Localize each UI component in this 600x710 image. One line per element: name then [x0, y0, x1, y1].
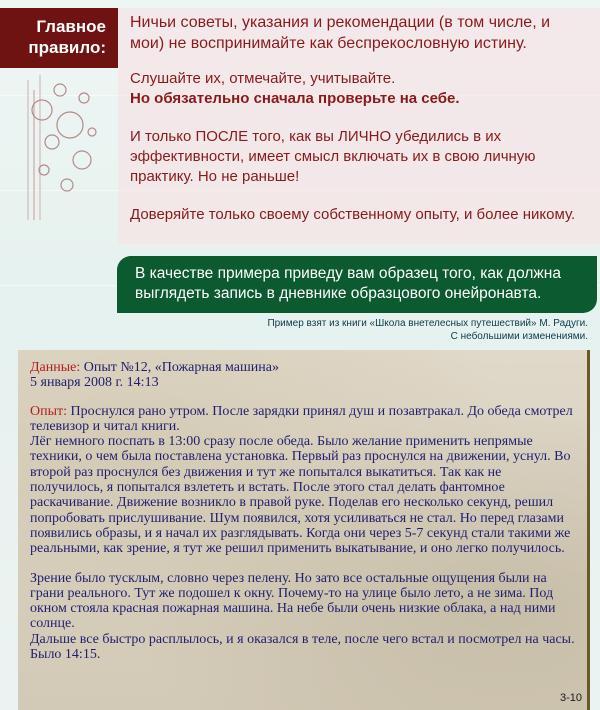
diary-experience-label: Опыт: — [30, 403, 68, 419]
diary-date: 5 января 2008 г. 14:13 — [30, 375, 159, 391]
source-note — [148, 317, 588, 343]
page-number: 3-10 — [559, 691, 582, 704]
source-note-line1: Пример взят из книги «Школа внетелесных путешествий» М. Радуги. — [267, 318, 588, 329]
rule-paragraph-2-line1: Слушайте их, отмечайте, учитывайте. — [130, 70, 396, 87]
rule-paragraph-2-line2: Но обязательно сначала проверьте на себе. — [130, 90, 460, 107]
diary-data-value: Опыт №12, «Пожарная машина» — [83, 360, 279, 375]
diary-data-label: Данные: — [30, 360, 81, 375]
diary-entry — [18, 350, 588, 710]
diary-paragraph-4: Дальше все быстро расплылось, и я оказался в теле, после чего встал и посмотрел на часы. Было 14:15. — [30, 631, 575, 663]
diary-paragraph-3: Зрение было тусклым, словно через пелену. Но зато все остальные ощущения были на грани реального. Тут же подошел к окну. Почему-то на улице было лето, а не зима. Под окном стояла красная пожарная машина. На небе были очень низкие облака, а над ними солнце. — [30, 570, 556, 632]
rule-label-line2: правило: — [28, 38, 106, 57]
example-text: В качестве примера приведу вам образец того, как должна выглядеть запись в дневнике образцового онейронавта. — [135, 265, 561, 302]
decorative-circles-icon — [22, 70, 112, 220]
paper-edge-divider — [587, 350, 590, 710]
rule-paragraph-3: И только ПОСЛЕ того, как вы ЛИЧНО убедились в их эффективности, имеет смысл включать их в свою личную практику. Но не раньше! — [130, 128, 536, 185]
rule-paragraph-1: Ничьи советы, указания и рекомендации (в том числе, и мои) не воспринимайте как беспрекословную истину. — [130, 14, 551, 52]
diary-paragraph-1: Проснулся рано утром. После зарядки принял душ и позавтракал. До обеда смотрел телевизор и читал книги. — [30, 403, 573, 434]
diary-paragraph-2: Лёг немного поспать в 13:00 сразу после обеда. Было желание применить непрямые техники, о чем была поставлена установка. Первый раз проснулся на движении, уснул. Во второй раз проснулся без движения и тут же попытался выкатиться. Так как не получилось, я попытался взлететь и встать. После этого стал делать фантомное раскачивание. Движение возникло в правой руке. Поделав его несколько секунд, решил попробовать прислушивание. Шум появился, хотя усиливаться не стал. Но перед глазами появились образы, и я начал их разглядывать. Когда они через 5-7 секунд стали такими же реальными, как зрение, я тут же решил применить выкатывание, и оно легко получилось. — [30, 434, 571, 557]
example-callout — [117, 256, 597, 313]
main-rule-box — [118, 8, 600, 244]
source-note-line2: С небольшими изменениями. — [450, 331, 588, 342]
rule-label — [0, 8, 118, 68]
rule-paragraph-4: Доверяйте только своему собственному опыту, и более никому. — [130, 206, 576, 223]
rule-label-line1: Главное — [36, 17, 106, 36]
